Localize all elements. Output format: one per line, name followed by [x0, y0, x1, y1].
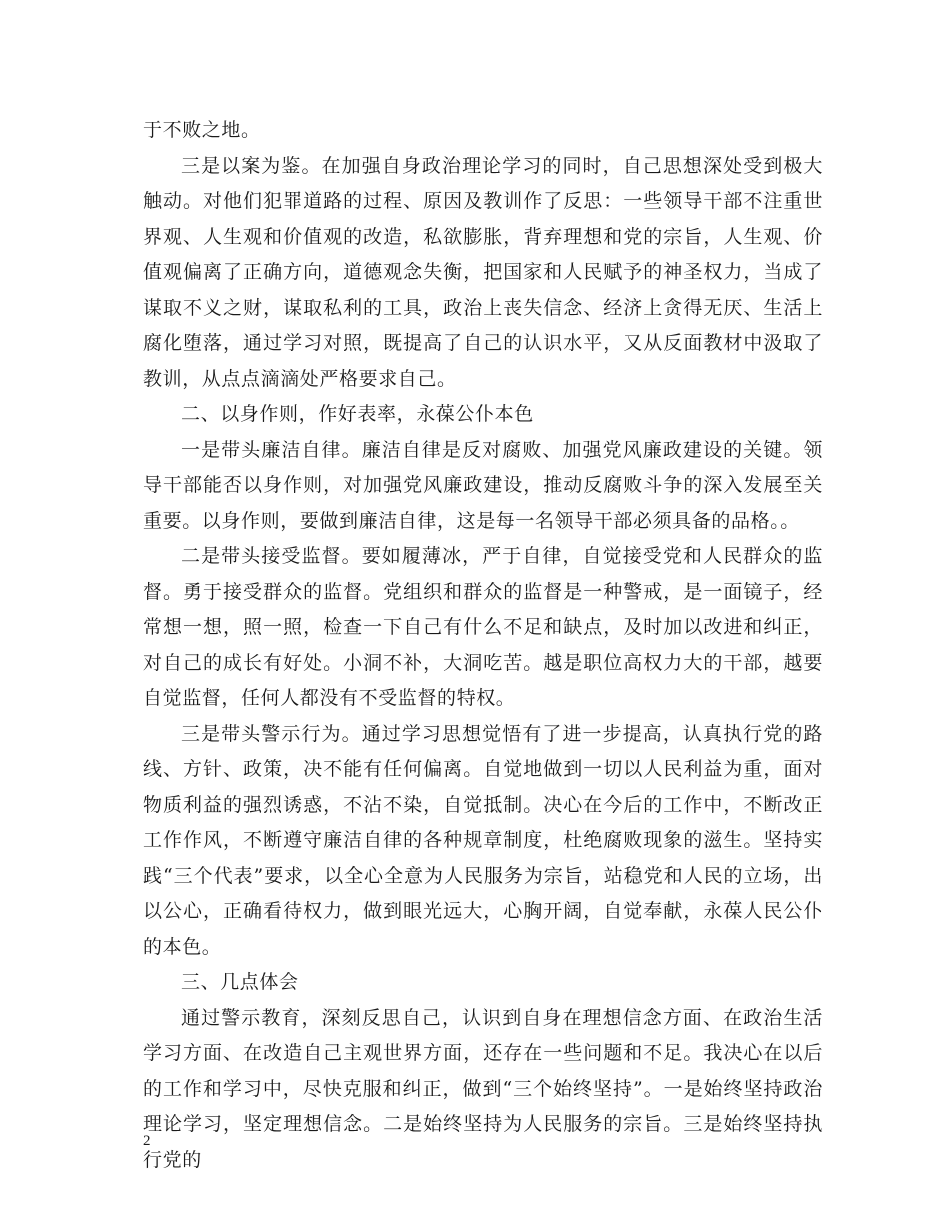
- document-body: [143, 113, 823, 1178]
- section-heading: 二、以身作则，作好表率，永葆公仆本色: [181, 403, 534, 425]
- paragraph: 三是带头警示行为。通过学习思想觉悟有了进一步提高，认真执行党的路线、方针、政策，决不能有任何偏离。自觉地做到一切以人民利益为重，面对物质利益的强烈诱惑，不沾不染，自觉抵制。决心在今后的工作中，不断改正工作作风，不断遵守廉洁自律的各种规章制度，杜绝腐败现象的滋生。坚持实践“三个代表”要求，以全心全意为人民服务为宗旨，站稳党和人民的立场，出以公心，正确看待权力，做到眼光远大，心胸开阔，自觉奉献，永葆人民公仆的本色。: [143, 722, 823, 958]
- page-number: 2: [143, 1133, 151, 1149]
- paragraph: 于不败之地。: [143, 119, 261, 141]
- paragraph: 一是带头廉洁自律。廉洁自律是反对腐败、加强党风廉政建设的关键。领导干部能否以身作则，对加强党风廉政建设，推动反腐败斗争的深入发展至关重要。以身作则，要做到廉洁自律，这是每一名领导干部必须具备的品格。。: [143, 438, 823, 532]
- paragraph: 三是以案为鉴。在加强自身政治理论学习的同时，自己思想深处受到极大触动。对他们犯罪道路的过程、原因及教训作了反思：一些领导干部不注重世界观、人生观和价值观的改造，私欲膨胀，背弃理想和党的宗旨，人生观、价值观偏离了正确方向，道德观念失衡，把国家和人民赋予的神圣权力，当成了谋取不义之财，谋取私利的工具，政治上丧失信念、经济上贪得无厌、生活上腐化堕落，通过学习对照，既提高了自己的认识水平，又从反面教材中汲取了教训，从点点滴滴处严格要求自己。: [143, 154, 823, 390]
- section-heading: 三、几点体会: [181, 971, 299, 993]
- paragraph: 通过警示教育，深刻反思自己，认识到自身在理想信念方面、在政治生活学习方面、在改造自己主观世界方面，还存在一些问题和不足。我决心在以后的工作和学习中，尽快克服和纠正，做到“三个始终坚持”。一是始终坚持政治理论学习，坚定理想信念。二是始终坚持为人民服务的宗旨。三是始终坚持执行党的: [143, 1006, 823, 1171]
- paragraph: 二是带头接受监督。要如履薄冰，严于自律，自觉接受党和人民群众的监督。勇于接受群众的监督。党组织和群众的监督是一种警戒，是一面镜子，经常想一想，照一照，检查一下自己有什么不足和缺点，及时加以改进和纠正，对自己的成长有好处。小洞不补，大洞吃苦。越是职位高权力大的干部，越要自觉监督，任何人都没有不受监督的特权。: [143, 545, 823, 709]
